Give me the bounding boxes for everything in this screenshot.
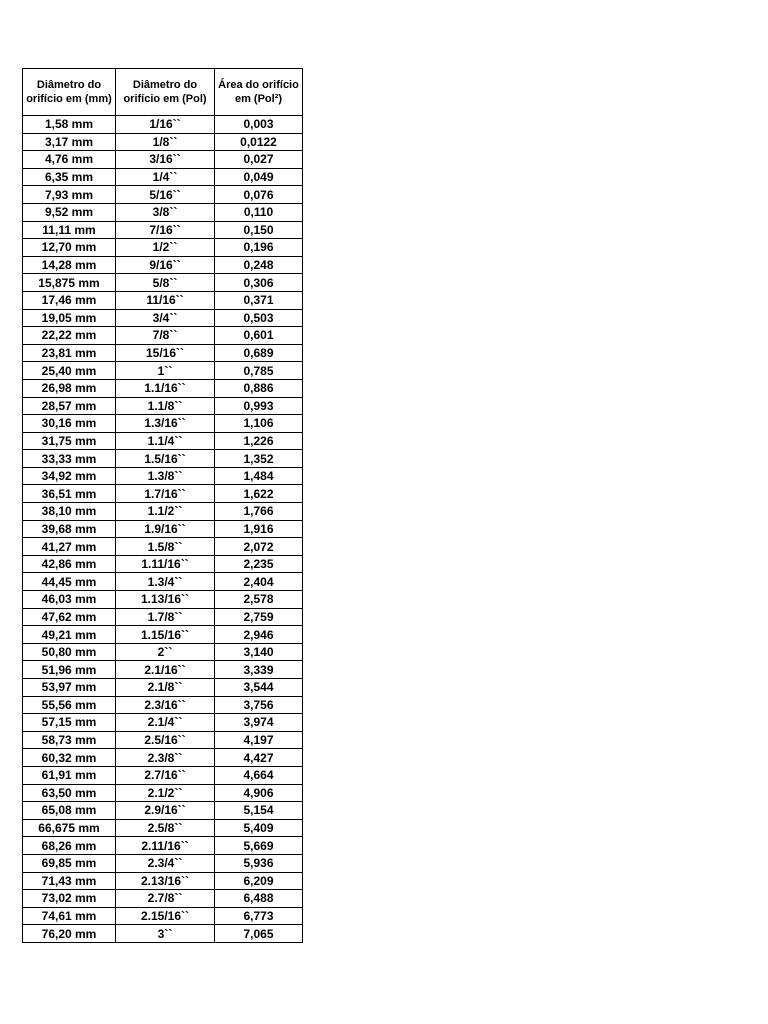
cell-diameter-mm: 39,68 mm <box>23 520 116 538</box>
cell-diameter-pol: 1.7/16`` <box>116 485 215 503</box>
cell-diameter-pol: 3/4`` <box>116 309 215 327</box>
cell-diameter-pol: 1.3/4`` <box>116 573 215 591</box>
cell-diameter-pol: 1.5/16`` <box>116 450 215 468</box>
cell-diameter-pol: 1.1/2`` <box>116 503 215 521</box>
cell-diameter-pol: 7/16`` <box>116 221 215 239</box>
header-diameter-mm: Diâmetro do orifício em (mm) <box>23 69 116 116</box>
cell-diameter-mm: 6,35 mm <box>23 168 116 186</box>
cell-diameter-pol: 1.7/8`` <box>116 608 215 626</box>
table-row <box>23 327 303 345</box>
table-row <box>23 168 303 186</box>
cell-diameter-pol: 1`` <box>116 362 215 380</box>
cell-diameter-mm: 26,98 mm <box>23 379 116 397</box>
cell-area-pol2: 0,306 <box>215 274 303 292</box>
cell-diameter-mm: 65,08 mm <box>23 802 116 820</box>
cell-area-pol2: 0,003 <box>215 116 303 134</box>
cell-area-pol2: 0,993 <box>215 397 303 415</box>
table-row <box>23 291 303 309</box>
cell-area-pol2: 4,197 <box>215 731 303 749</box>
cell-diameter-mm: 76,20 mm <box>23 925 116 943</box>
cell-diameter-pol: 9/16`` <box>116 256 215 274</box>
cell-area-pol2: 2,759 <box>215 608 303 626</box>
cell-diameter-mm: 58,73 mm <box>23 731 116 749</box>
table-row <box>23 151 303 169</box>
table-row <box>23 503 303 521</box>
cell-area-pol2: 0,248 <box>215 256 303 274</box>
cell-diameter-pol: 2.3/16`` <box>116 696 215 714</box>
table-row <box>23 661 303 679</box>
table-row <box>23 749 303 767</box>
cell-diameter-pol: 1.3/16`` <box>116 415 215 433</box>
cell-diameter-mm: 38,10 mm <box>23 503 116 521</box>
cell-diameter-mm: 50,80 mm <box>23 643 116 661</box>
table-row <box>23 116 303 134</box>
cell-diameter-pol: 2.15/16`` <box>116 907 215 925</box>
cell-diameter-mm: 14,28 mm <box>23 256 116 274</box>
cell-area-pol2: 0,886 <box>215 379 303 397</box>
table-row <box>23 133 303 151</box>
table-row <box>23 538 303 556</box>
table-row <box>23 362 303 380</box>
cell-diameter-pol: 2.7/16`` <box>116 766 215 784</box>
cell-area-pol2: 0,785 <box>215 362 303 380</box>
cell-diameter-mm: 36,51 mm <box>23 485 116 503</box>
cell-diameter-pol: 2.13/16`` <box>116 872 215 890</box>
cell-diameter-pol: 1/2`` <box>116 239 215 257</box>
cell-diameter-mm: 7,93 mm <box>23 186 116 204</box>
cell-diameter-mm: 28,57 mm <box>23 397 116 415</box>
cell-area-pol2: 6,773 <box>215 907 303 925</box>
table-row <box>23 643 303 661</box>
table-row <box>23 221 303 239</box>
cell-diameter-pol: 3/16`` <box>116 151 215 169</box>
cell-diameter-pol: 3`` <box>116 925 215 943</box>
table-row <box>23 397 303 415</box>
table-row <box>23 555 303 573</box>
table-row <box>23 415 303 433</box>
cell-diameter-mm: 57,15 mm <box>23 714 116 732</box>
table-header <box>23 69 303 116</box>
table-row <box>23 626 303 644</box>
cell-area-pol2: 0,0122 <box>215 133 303 151</box>
table-row <box>23 309 303 327</box>
table-row <box>23 239 303 257</box>
table-row <box>23 485 303 503</box>
table-row <box>23 467 303 485</box>
table-row <box>23 379 303 397</box>
cell-area-pol2: 1,766 <box>215 503 303 521</box>
cell-area-pol2: 1,916 <box>215 520 303 538</box>
cell-area-pol2: 2,235 <box>215 555 303 573</box>
cell-diameter-mm: 22,22 mm <box>23 327 116 345</box>
cell-area-pol2: 1,484 <box>215 467 303 485</box>
cell-area-pol2: 5,409 <box>215 819 303 837</box>
cell-diameter-pol: 1/4`` <box>116 168 215 186</box>
cell-area-pol2: 5,669 <box>215 837 303 855</box>
cell-diameter-mm: 41,27 mm <box>23 538 116 556</box>
cell-diameter-pol: 1.1/4`` <box>116 432 215 450</box>
cell-diameter-pol: 1/8`` <box>116 133 215 151</box>
orifice-conversion-table <box>22 68 303 943</box>
cell-area-pol2: 0,689 <box>215 344 303 362</box>
cell-area-pol2: 2,578 <box>215 591 303 609</box>
table-row <box>23 890 303 908</box>
cell-diameter-mm: 42,86 mm <box>23 555 116 573</box>
cell-area-pol2: 0,049 <box>215 168 303 186</box>
cell-area-pol2: 4,427 <box>215 749 303 767</box>
table-row <box>23 925 303 943</box>
table-row <box>23 819 303 837</box>
cell-diameter-pol: 2.5/8`` <box>116 819 215 837</box>
cell-diameter-pol: 2.3/4`` <box>116 854 215 872</box>
cell-diameter-mm: 68,26 mm <box>23 837 116 855</box>
table-row <box>23 450 303 468</box>
table-row <box>23 591 303 609</box>
cell-diameter-pol: 2.11/16`` <box>116 837 215 855</box>
cell-area-pol2: 5,154 <box>215 802 303 820</box>
table-row <box>23 784 303 802</box>
cell-diameter-pol: 2.3/8`` <box>116 749 215 767</box>
cell-diameter-mm: 30,16 mm <box>23 415 116 433</box>
cell-diameter-mm: 73,02 mm <box>23 890 116 908</box>
cell-area-pol2: 5,936 <box>215 854 303 872</box>
header-diameter-pol: Diâmetro do orifício em (Pol) <box>116 69 215 116</box>
table-row <box>23 872 303 890</box>
cell-diameter-mm: 46,03 mm <box>23 591 116 609</box>
conversion-table-container <box>22 68 303 943</box>
cell-diameter-pol: 2.5/16`` <box>116 731 215 749</box>
cell-area-pol2: 1,226 <box>215 432 303 450</box>
cell-area-pol2: 3,339 <box>215 661 303 679</box>
cell-area-pol2: 3,756 <box>215 696 303 714</box>
table-row <box>23 714 303 732</box>
cell-diameter-pol: 2.1/8`` <box>116 679 215 697</box>
cell-diameter-pol: 2.9/16`` <box>116 802 215 820</box>
cell-diameter-mm: 34,92 mm <box>23 467 116 485</box>
table-row <box>23 907 303 925</box>
cell-area-pol2: 4,906 <box>215 784 303 802</box>
table-row <box>23 802 303 820</box>
table-row <box>23 837 303 855</box>
cell-area-pol2: 6,488 <box>215 890 303 908</box>
table-row <box>23 520 303 538</box>
cell-diameter-pol: 1.3/8`` <box>116 467 215 485</box>
cell-diameter-pol: 1.1/8`` <box>116 397 215 415</box>
cell-diameter-pol: 1.15/16`` <box>116 626 215 644</box>
cell-diameter-mm: 44,45 mm <box>23 573 116 591</box>
table-row <box>23 256 303 274</box>
cell-area-pol2: 0,150 <box>215 221 303 239</box>
cell-diameter-pol: 2.1/16`` <box>116 661 215 679</box>
cell-area-pol2: 4,664 <box>215 766 303 784</box>
cell-diameter-mm: 60,32 mm <box>23 749 116 767</box>
table-body <box>23 116 303 943</box>
cell-area-pol2: 0,196 <box>215 239 303 257</box>
cell-diameter-pol: 1.5/8`` <box>116 538 215 556</box>
cell-diameter-mm: 47,62 mm <box>23 608 116 626</box>
cell-diameter-mm: 19,05 mm <box>23 309 116 327</box>
table-row <box>23 731 303 749</box>
cell-diameter-pol: 5/8`` <box>116 274 215 292</box>
cell-diameter-pol: 11/16`` <box>116 291 215 309</box>
cell-diameter-mm: 53,97 mm <box>23 679 116 697</box>
cell-diameter-mm: 55,56 mm <box>23 696 116 714</box>
table-row <box>23 766 303 784</box>
cell-area-pol2: 0,027 <box>215 151 303 169</box>
cell-area-pol2: 6,209 <box>215 872 303 890</box>
table-row <box>23 854 303 872</box>
cell-area-pol2: 0,503 <box>215 309 303 327</box>
table-row <box>23 203 303 221</box>
cell-diameter-mm: 4,76 mm <box>23 151 116 169</box>
cell-diameter-mm: 33,33 mm <box>23 450 116 468</box>
cell-diameter-mm: 71,43 mm <box>23 872 116 890</box>
cell-diameter-pol: 15/16`` <box>116 344 215 362</box>
cell-area-pol2: 2,404 <box>215 573 303 591</box>
table-row <box>23 696 303 714</box>
cell-diameter-mm: 66,675 mm <box>23 819 116 837</box>
cell-area-pol2: 0,601 <box>215 327 303 345</box>
cell-area-pol2: 1,352 <box>215 450 303 468</box>
cell-area-pol2: 0,110 <box>215 203 303 221</box>
table-row <box>23 186 303 204</box>
cell-diameter-mm: 1,58 mm <box>23 116 116 134</box>
cell-diameter-pol: 2.1/4`` <box>116 714 215 732</box>
cell-diameter-mm: 25,40 mm <box>23 362 116 380</box>
cell-diameter-pol: 7/8`` <box>116 327 215 345</box>
table-row <box>23 679 303 697</box>
cell-diameter-pol: 1.13/16`` <box>116 591 215 609</box>
cell-diameter-pol: 2`` <box>116 643 215 661</box>
cell-diameter-mm: 15,875 mm <box>23 274 116 292</box>
cell-area-pol2: 3,140 <box>215 643 303 661</box>
cell-diameter-pol: 5/16`` <box>116 186 215 204</box>
cell-diameter-mm: 51,96 mm <box>23 661 116 679</box>
cell-area-pol2: 2,946 <box>215 626 303 644</box>
table-row <box>23 274 303 292</box>
cell-diameter-mm: 23,81 mm <box>23 344 116 362</box>
cell-diameter-mm: 11,11 mm <box>23 221 116 239</box>
cell-area-pol2: 3,544 <box>215 679 303 697</box>
cell-diameter-mm: 74,61 mm <box>23 907 116 925</box>
cell-area-pol2: 7,065 <box>215 925 303 943</box>
header-row <box>23 69 303 116</box>
cell-area-pol2: 3,974 <box>215 714 303 732</box>
cell-diameter-mm: 31,75 mm <box>23 432 116 450</box>
header-area-pol2: Área do orifício em (Pol²) <box>215 69 303 116</box>
cell-diameter-pol: 2.1/2`` <box>116 784 215 802</box>
table-row <box>23 608 303 626</box>
cell-diameter-mm: 69,85 mm <box>23 854 116 872</box>
cell-diameter-mm: 3,17 mm <box>23 133 116 151</box>
table-row <box>23 432 303 450</box>
cell-area-pol2: 1,622 <box>215 485 303 503</box>
cell-diameter-mm: 49,21 mm <box>23 626 116 644</box>
cell-diameter-pol: 2.7/8`` <box>116 890 215 908</box>
cell-diameter-mm: 63,50 mm <box>23 784 116 802</box>
cell-diameter-mm: 61,91 mm <box>23 766 116 784</box>
cell-diameter-mm: 9,52 mm <box>23 203 116 221</box>
cell-diameter-mm: 12,70 mm <box>23 239 116 257</box>
cell-area-pol2: 0,076 <box>215 186 303 204</box>
cell-area-pol2: 0,371 <box>215 291 303 309</box>
cell-diameter-pol: 1/16`` <box>116 116 215 134</box>
cell-area-pol2: 1,106 <box>215 415 303 433</box>
table-row <box>23 344 303 362</box>
cell-area-pol2: 2,072 <box>215 538 303 556</box>
cell-diameter-pol: 1.11/16`` <box>116 555 215 573</box>
cell-diameter-pol: 1.9/16`` <box>116 520 215 538</box>
table-row <box>23 573 303 591</box>
cell-diameter-pol: 1.1/16`` <box>116 379 215 397</box>
cell-diameter-pol: 3/8`` <box>116 203 215 221</box>
cell-diameter-mm: 17,46 mm <box>23 291 116 309</box>
